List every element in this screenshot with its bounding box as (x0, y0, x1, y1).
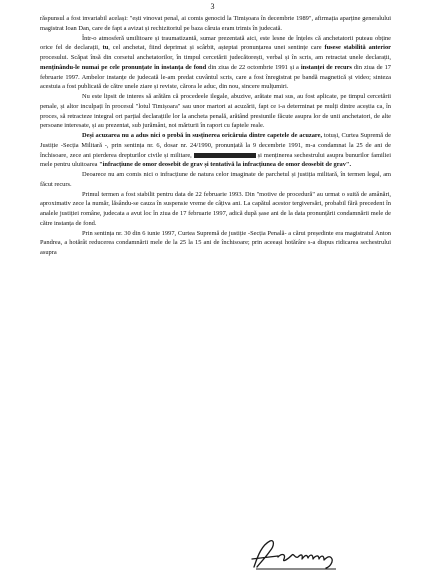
redaction-bar (194, 153, 256, 158)
text-run: din ziua de 17 februarie 1997. Ambelor instanțe de judecată le-am predat cuvântul scris, care a fost înregistrat pe bandă magnetică și video; sinteza acestuia a fost publicată de către unele ziare și reviste, cărora le aduc, din nou, sincere mulțumiri. (40, 63, 391, 91)
bold-text: tu (102, 44, 109, 52)
bold-text: Deși acuzarea nu a adus nici o probă în susținerea oricăruia dintre capetele de acuzare, (82, 132, 323, 139)
text-run: Nu este lipsit de interes să arătăm că procedeele ilegale, abuzive, arătate mai sus, au fost aplicate, pe timpul cercetării penale, și altor inculpați în procesul "lotul Timișoara" sau unor martori ai acuzării, fapt ce i-a determinat pe mulți dintre aceștia ca, în proces, să retracteze integral ori parțial declarațiile lor la ancheta penală, arătând presiunile făcute asupra lor de unii anchetatori, de alte persoane interesate, și au prezentat, sub jurământ, noi mărturii în raport cu faptele reale. (40, 93, 391, 130)
paragraph (40, 170, 391, 190)
text-run: Prin sentința nr. 30 din 6 iunie 1997, Curtea Supremă de justiție -Secția Penală- a cărui președinte era magistratul Anton Pandrea, a hotărât reducerea condamnării mele de la 25 la 15 ani de închisoare; prin aceeași hotărâre s-a dispus ridicarea sechestrului asupra (40, 229, 391, 256)
bold-text: instanței de recurs (300, 63, 352, 71)
signature-image (248, 537, 340, 571)
paragraph (40, 190, 391, 229)
page-number: 3 (210, 2, 215, 11)
text-run: din ziua de 22 octombrie 1991 și a (206, 63, 301, 71)
text-run: , cel anchetat, fiind deprimat și scârbit, așteptai pronunțarea unei sentințe care (108, 44, 325, 52)
paragraph (40, 131, 391, 170)
paragraph (40, 14, 391, 34)
text-run: Într-o atmosferă umilitoare și traumatizantă, sumar prezentată aici, este lesne de înțeles că anchetatorii puteau obține orice fel de declarații, (40, 34, 391, 52)
text-run: și menținerea sechestrului asupra bunurilor familiei mele pentru uluitoarea (40, 151, 391, 169)
text-run: Deoarece nu am comis nici o infracțiune de natura celor imaginate de parchetul și justiția militară, în termen legal, am făcut recurs. (40, 171, 391, 188)
paragraph (40, 229, 391, 258)
text-run: răspunsul a fost invariabil același: "ești vinovat penal, ai comis genocid la Timișoara în decembrie 1989", afirmația aparține generalului magistrat Ioan Dan, care de fapt a avizat și rechizitoriul pe baza căruia eram trimis în judecată. (40, 15, 391, 32)
bold-text: "infracțiune de omor deosebit de grav și tentativă la infracțiunea de omor deosebit de grav". (99, 161, 352, 169)
body-text (40, 14, 391, 258)
bold-text: menținându-le numai pe cele pronunțate în instanța de fond (40, 63, 207, 71)
paragraph (40, 34, 391, 93)
bold-text: fusese stabilită anterior (324, 44, 391, 52)
text-run: Primul termen a fost stabilit pentru data de 22 februarie 1993. Din "motive de procedură" au urmat o suită de amânări, aproximativ zece la număr, lăsându-se cauza în suspensie vreme de câțiva ani. La capătul acestor tergiversări, probabil fără precedent în analele justiției române, judecata a avut loc în ziua de 17 februarie 1997, adică după șase ani de la data pronunțării condamnării mele de către instanța de fond. (40, 190, 391, 227)
paragraph (40, 92, 391, 131)
text-run: procesului. Scăpat însă din corsetul anchetatorilor, în timpul cercetării judecătorești, verbal și în scris, am retractat unele declarații, (40, 54, 391, 61)
text-run: totuși, Curtea Supremă de Justiție -Secția Militară -, prin sentința nr. 6, dosar nr. 24/1990, pronunțată la 9 decembrie 1991, m-a condamnat la 25 de ani de închisoare, zece ani pierderea drepturilor civile și militare, (40, 132, 391, 159)
